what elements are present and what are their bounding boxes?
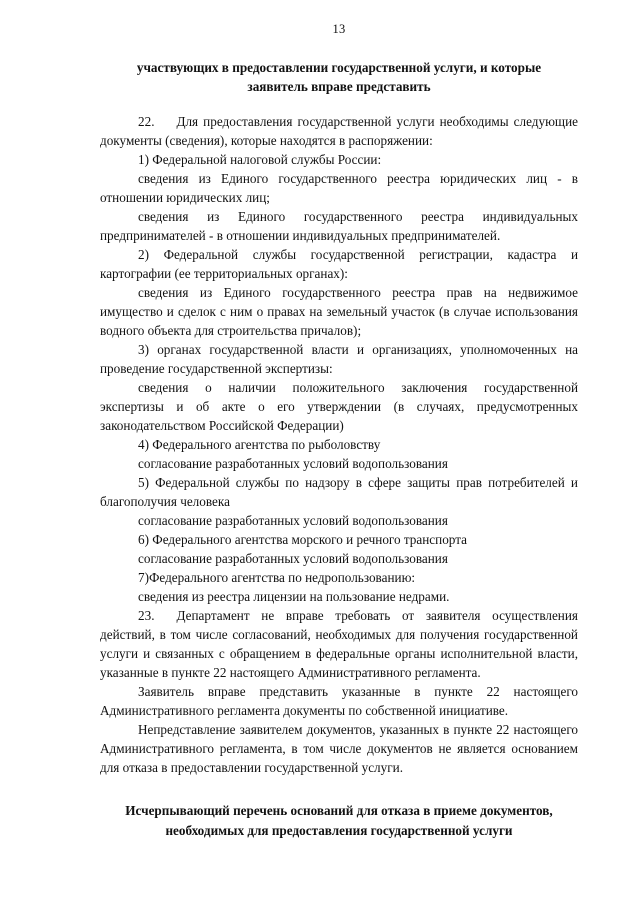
paragraph-22-number: 22. — [138, 114, 155, 130]
paragraph-item-1: 1) Федеральной налоговой службы России: — [138, 152, 382, 168]
section-heading-line-2: заявитель вправе представить — [247, 78, 431, 94]
paragraph-nonsubmission: Непредставление заявителем документов, указанных в пункте 22 настоящего Административного регламента, в том числе документов не является основанием для отказа в предоставлении государственной услуги. — [100, 722, 578, 776]
paragraph-applicant-right: Заявитель вправе представить указанные в пункте 22 настоящего Административного регламента документы по собственной инициативе. — [100, 684, 578, 719]
section-heading — [100, 59, 578, 96]
paragraph-item-3: 3) органах государственной власти и организациях, уполномоченных на проведение государственной экспертизы: — [100, 342, 578, 377]
paragraph-item-7a: сведения из реестра лицензии на пользование недрами. — [138, 589, 450, 605]
paragraph-23-number: 23. — [138, 608, 155, 624]
paragraph-22-text: Для предоставления государственной услуги необходимы следующие документы (сведения), которые находятся в распоряжении: — [100, 114, 578, 149]
paragraph-item-4a: согласование разработанных условий водопользования — [138, 456, 448, 472]
footer-heading-line-1: Исчерпывающий перечень оснований для отказа в приеме документов, — [125, 803, 553, 819]
paragraph-item-1b: сведения из Единого государственного реестра индивидуальных предпринимателей - в отношении индивидуальных предпринимателей. — [100, 209, 578, 244]
paragraph-23 — [100, 606, 578, 682]
paragraph-item-5a: согласование разработанных условий водопользования — [138, 513, 448, 529]
paragraph-item-1a: сведения из Единого государственного реестра юридических лиц - в отношении юридических лиц; — [100, 171, 578, 206]
page-number: 13 — [332, 22, 346, 36]
footer-heading-line-2: необходимых для предоставления государственной услуги — [165, 822, 513, 838]
paragraph-item-6a: согласование разработанных условий водопользования — [138, 551, 448, 567]
paragraph-item-5: 5) Федеральной службы по надзору в сфере защиты прав потребителей и благополучия человека — [100, 475, 578, 510]
paragraph-item-4: 4) Федерального агентства по рыболовству — [138, 437, 381, 453]
paragraph-item-3a: сведения о наличии положительного заключения государственной экспертизы и об акте о его утверждении (в случаях, предусмотренных законодательством Российской Федерации) — [100, 380, 578, 434]
paragraph-item-2a: сведения из Единого государственного реестра прав на недвижимое имущество и сделок с ним о правах на земельный участок (в случае использования водного объекта для строительства причалов); — [100, 285, 578, 339]
footer-heading — [100, 801, 578, 839]
section-heading-line-1: участвующих в предоставлении государственной услуги, и которые — [136, 60, 542, 75]
paragraph-item-6: 6) Федерального агентства морского и речного транспорта — [138, 532, 468, 548]
paragraph-item-2: 2) Федеральной службы государственной регистрации, кадастра и картографии (ее территориальных органах): — [100, 247, 578, 282]
paragraph-22 — [100, 112, 578, 150]
paragraph-item-7: 7)Федерального агентства по недропользованию: — [138, 570, 416, 586]
paragraph-23-text: Департамент не вправе требовать от заявителя осуществления действий, в том числе согласований, необходимых для получения государственной услуги и связанных с обращением в федеральные органы исполнительной власти, указанные в пункте 22 настоящего Административного регламента. — [100, 608, 578, 681]
